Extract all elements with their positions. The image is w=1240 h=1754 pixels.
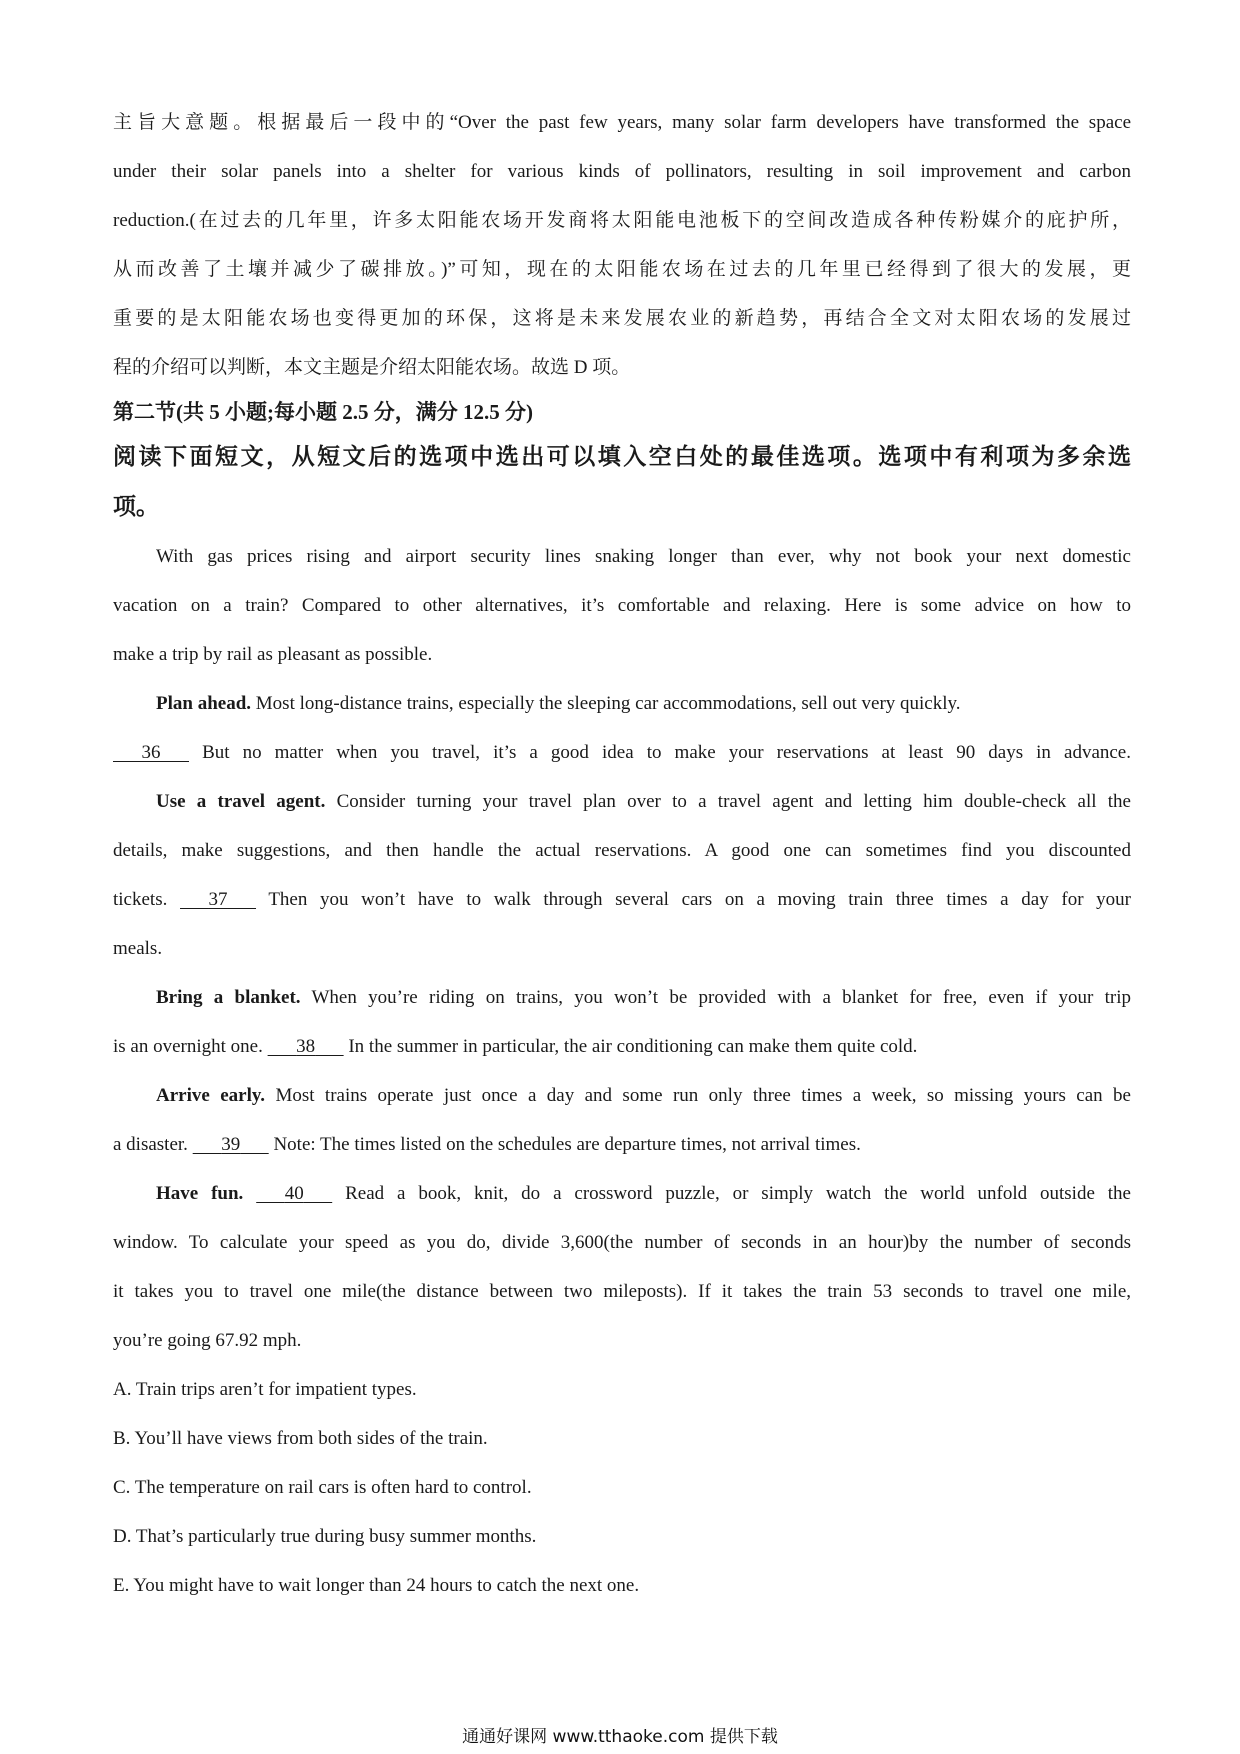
explanation-line: under their solar panels into a shelter for various kinds of pollinators, resulting in soil improvement and carbon <box>113 161 1131 182</box>
paragraph-travel-agent <box>113 777 1131 826</box>
paragraph-text: Then you won’t have to walk through several cars on a moving train three times a day for your <box>256 889 1131 910</box>
paragraph-title: Have fun. <box>156 1183 244 1204</box>
passage-intro-line: make a trip by rail as pleasant as possible. <box>113 644 433 665</box>
paragraph-text: In the summer in particular, the air conditioning can make them quite cold. <box>343 1036 918 1057</box>
option-c: C. The temperature on rail cars is often hard to control. <box>113 1477 532 1498</box>
section-instruction-cont: 项。 <box>113 494 159 519</box>
paragraph-title: Bring a blanket. <box>156 987 301 1008</box>
paragraph-text: is an overnight one. <box>113 1036 268 1057</box>
blank-38: 38 <box>296 1036 316 1057</box>
paragraph-text: Most long-distance trains, especially the sleeping car accommodations, sell out very quickly. <box>251 693 961 714</box>
explanation-line: 重要的是太阳能农场也变得更加的环保，这将是未来发展农业的新趋势，再结合全文对太阳农场的发展过 <box>113 308 1131 329</box>
paragraph-text: Note: The times listed on the schedules are departure times, not arrival times. <box>268 1134 861 1155</box>
paragraph-arrive-early <box>113 1071 1131 1120</box>
paragraph-blanket <box>113 973 1131 1022</box>
explanation-line: 从而改善了土壤并减少了碳排放。)”可知，现在的太阳能农场在过去的几年里已经得到了很大的发展，更 <box>113 259 1131 280</box>
paragraph-title: Arrive early. <box>156 1085 266 1106</box>
options-list <box>113 1365 1131 1610</box>
blank-40: 40 <box>284 1183 304 1204</box>
paragraph-text: tickets. <box>113 889 181 910</box>
paragraph-text-line: you’re going 67.92 mph. <box>113 1330 302 1351</box>
option-e: E. You might have to wait longer than 24 hours to catch the next one. <box>113 1575 640 1596</box>
blank-36: 36 <box>141 742 161 763</box>
passage-intro-line: vacation on a train? Compared to other alternatives, it’s comfortable and relaxing. Here is some advice on how to <box>113 595 1131 616</box>
paragraph-text-line: window. To calculate your speed as you do, divide 3,600(the number of seconds in an hour)by the number of seconds <box>113 1232 1131 1253</box>
paragraph-arrive-early-blank-line <box>113 1120 1131 1169</box>
explanation-line: reduction.(在过去的几年里，许多太阳能农场开发商将太阳能电池板下的空间改造成各种传粉媒介的庇护所， <box>113 210 1131 231</box>
blank-37: 37 <box>208 889 228 910</box>
paragraph-text: Consider turning your travel plan over to a travel agent and letting him double-check all the <box>325 791 1131 812</box>
paragraph-plan-ahead <box>113 679 1131 728</box>
paragraph-plan-ahead-cont <box>113 728 1131 777</box>
explanation-line: 程的介绍可以判断，本文主题是介绍太阳能农场。故选 D 项。 <box>113 357 631 378</box>
passage-intro-line: With gas prices rising and airport security lines snaking longer than ever, why not book your next domestic <box>156 546 1131 567</box>
paragraph-text: Read a book, knit, do a crossword puzzle, or simply watch the world unfold outside the <box>332 1183 1131 1204</box>
option-d: D. That’s particularly true during busy summer months. <box>113 1526 537 1547</box>
blank-39: 39 <box>221 1134 241 1155</box>
section-heading: 第二节(共 5 小题;每小题 2.5 分，满分 12.5 分) <box>113 400 533 424</box>
paragraph-travel-agent-blank-line <box>113 875 1131 924</box>
section-instruction: 阅读下面短文，从短文后的选项中选出可以填入空白处的最佳选项。选项中有利项为多余选 <box>113 444 1131 469</box>
paragraph-text: When you’re riding on trains, you won’t be provided with a blanket for free, even if your trip <box>300 987 1131 1008</box>
paragraph-text: a disaster. <box>113 1134 193 1155</box>
option-b: B. You’ll have views from both sides of the train. <box>113 1428 488 1449</box>
passage <box>113 532 1131 1365</box>
paragraph-text-line: it takes you to travel one mile(the distance between two mileposts). If it takes the train 53 seconds to travel one mile, <box>113 1281 1131 1302</box>
explanation-line: 主旨大意题。根据最后一段中的“Over the past few years, many solar farm developers have transformed the space <box>113 112 1131 133</box>
paragraph-title: Plan ahead. <box>156 693 252 714</box>
paragraph-title: Use a travel agent. <box>156 791 326 812</box>
paragraph-text-line: details, make suggestions, and then handle the actual reservations. A good one can sometimes find you discounted <box>113 840 1131 861</box>
explanation-paragraph <box>113 98 1131 392</box>
paragraph-have-fun <box>113 1169 1131 1218</box>
page-footer: 通通好课网 www.tthaoke.com 提供下载 <box>462 1727 778 1747</box>
paragraph-text-line: meals. <box>113 938 163 959</box>
paragraph-text: Most trains operate just once a day and some run only three times a week, so missing yours can be <box>265 1085 1131 1106</box>
paragraph-text: But no matter when you travel, it’s a good idea to make your reservations at least 90 days in advance. <box>189 742 1131 763</box>
paragraph-blanket-blank-line <box>113 1022 1131 1071</box>
option-a: A. Train trips aren’t for impatient types. <box>113 1379 417 1400</box>
document-page <box>113 98 1131 1610</box>
